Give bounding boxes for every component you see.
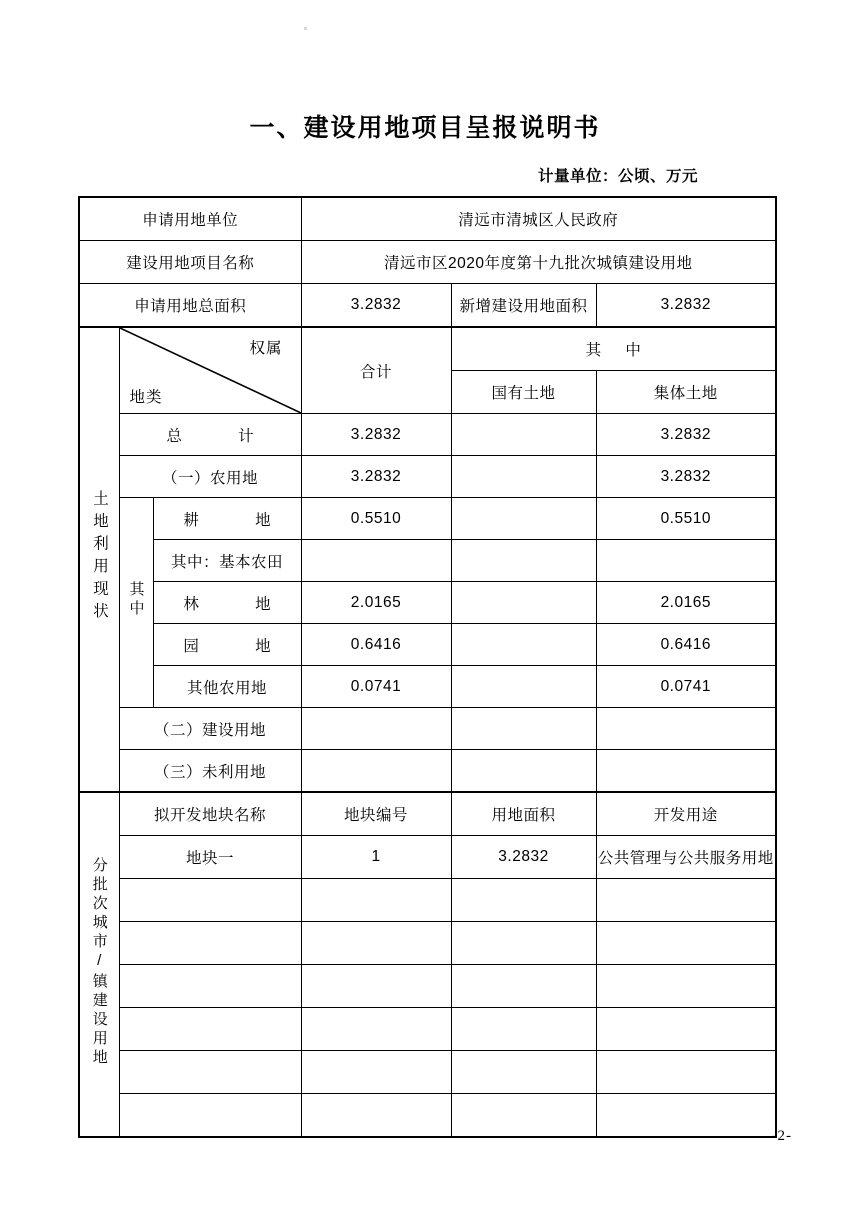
total-area-value: 3.2832 xyxy=(301,284,451,328)
batch-row-area: 3.2832 xyxy=(451,836,596,879)
column-header-group-text: 其 中 xyxy=(585,342,651,359)
land-use-row-label-text: 其中：基本农田 xyxy=(171,553,284,571)
land-use-row-total: 0.0741 xyxy=(301,666,451,708)
land-use-row-collective: 0.6416 xyxy=(596,624,776,666)
batch-row-name xyxy=(119,1051,301,1094)
total-area-label: 申请用地总面积 xyxy=(79,284,301,328)
table-row xyxy=(79,922,776,965)
header-value-0: 清远市清城区人民政府 xyxy=(301,197,776,241)
land-use-row-state xyxy=(451,582,596,624)
land-use-row-label-text: 其他农用地 xyxy=(187,679,268,697)
batch-row-area xyxy=(451,879,596,922)
column-header-total: 合计 xyxy=(301,327,451,414)
header-label-1: 建设用地项目名称 xyxy=(79,241,301,284)
land-use-row-total xyxy=(301,540,451,582)
batch-section-label-text: 分批次城市/镇建设用地 xyxy=(90,856,108,1068)
land-use-row-collective xyxy=(596,540,776,582)
batch-row-code xyxy=(301,965,451,1008)
matrix-corner-header xyxy=(119,327,301,414)
land-use-row-label xyxy=(153,582,301,624)
land-use-row-collective xyxy=(596,750,776,793)
batch-row-name xyxy=(119,965,301,1008)
table-row xyxy=(79,498,776,540)
table-row xyxy=(79,582,776,624)
land-use-row-label xyxy=(119,708,301,750)
land-use-row-label-text: 园 地 xyxy=(183,637,297,655)
land-use-row-collective: 3.2832 xyxy=(596,414,776,456)
land-use-row-state xyxy=(451,624,596,666)
land-use-row-label-text: 总 计 xyxy=(166,427,280,445)
batch-row-purpose xyxy=(596,1051,776,1094)
table-row-matrix-header xyxy=(79,327,776,371)
table-row xyxy=(79,456,776,498)
header-value-1: 清远市区2020年度第十九批次城镇建设用地 xyxy=(301,241,776,284)
corner-label-landtype: 地类 xyxy=(129,389,163,406)
land-use-row-label xyxy=(153,498,301,540)
land-use-row-collective: 3.2832 xyxy=(596,456,776,498)
batch-column-header-0: 拟开发地块名称 xyxy=(119,792,301,836)
batch-row-purpose xyxy=(596,1008,776,1051)
land-use-row-state xyxy=(451,414,596,456)
land-use-section-label xyxy=(79,327,119,792)
table-row xyxy=(79,1094,776,1138)
land-use-row-label-text: （一）农用地 xyxy=(162,469,259,487)
batch-row-purpose xyxy=(596,879,776,922)
land-use-row-label xyxy=(119,456,301,498)
column-header-state-land: 国有土地 xyxy=(451,371,596,414)
land-use-row-state xyxy=(451,498,596,540)
batch-row-code xyxy=(301,1008,451,1051)
batch-row-area xyxy=(451,1094,596,1138)
batch-row-code xyxy=(301,1094,451,1138)
table-row xyxy=(79,879,776,922)
batch-row-name xyxy=(119,1094,301,1138)
table-row xyxy=(79,1008,776,1051)
land-use-row-label-text: （二）建设用地 xyxy=(154,721,267,739)
land-application-table xyxy=(78,196,777,1138)
table-row xyxy=(79,708,776,750)
land-use-row-state xyxy=(451,456,596,498)
land-use-row-label-text: 耕 地 xyxy=(183,511,297,529)
batch-row-area xyxy=(451,965,596,1008)
batch-row-area xyxy=(451,1008,596,1051)
batch-row-purpose xyxy=(596,922,776,965)
land-use-row-total xyxy=(301,708,451,750)
table-row xyxy=(79,750,776,793)
land-use-row-collective: 0.5510 xyxy=(596,498,776,540)
table-row xyxy=(79,624,776,666)
land-use-row-collective xyxy=(596,708,776,750)
batch-row-purpose xyxy=(596,965,776,1008)
batch-column-header-1: 地块编号 xyxy=(301,792,451,836)
land-use-row-state xyxy=(451,750,596,793)
new-area-value: 3.2832 xyxy=(596,284,776,328)
table-row xyxy=(79,241,776,284)
batch-row-purpose xyxy=(596,1094,776,1138)
land-use-row-total: 2.0165 xyxy=(301,582,451,624)
measurement-unit-note: 计量单位：公顷、万元 xyxy=(537,168,698,185)
header-label-0: 申请用地单位 xyxy=(79,197,301,241)
batch-row-code: 1 xyxy=(301,836,451,879)
table-row-area xyxy=(79,284,776,328)
batch-row-name: 地块一 xyxy=(119,836,301,879)
batch-row-code xyxy=(301,879,451,922)
land-use-row-label xyxy=(153,624,301,666)
land-use-row-label xyxy=(119,414,301,456)
scan-speck xyxy=(304,27,307,30)
land-use-row-state xyxy=(451,708,596,750)
land-use-row-label-text: （三）未利用地 xyxy=(154,763,267,781)
page-title: 一、建设用地项目呈报说明书 xyxy=(249,114,601,142)
land-use-row-label xyxy=(153,540,301,582)
land-use-row-state xyxy=(451,540,596,582)
table-row-batch-header xyxy=(79,792,776,836)
land-use-row-label-text: 林 地 xyxy=(183,595,297,613)
page-number: -2- xyxy=(771,1128,792,1144)
land-use-row-collective: 0.0741 xyxy=(596,666,776,708)
batch-row-purpose: 公共管理与公共服务用地 xyxy=(596,836,776,879)
column-header-collective-land: 集体土地 xyxy=(596,371,776,414)
land-use-row-total: 3.2832 xyxy=(301,456,451,498)
batch-row-area xyxy=(451,1051,596,1094)
table-row xyxy=(79,414,776,456)
batch-row-code xyxy=(301,1051,451,1094)
batch-row-name xyxy=(119,879,301,922)
new-area-label: 新增建设用地面积 xyxy=(451,284,596,328)
column-header-group xyxy=(451,327,776,371)
land-use-row-state xyxy=(451,666,596,708)
table-row xyxy=(79,836,776,879)
land-use-row-total: 0.6416 xyxy=(301,624,451,666)
land-use-row-label xyxy=(119,750,301,793)
batch-row-name xyxy=(119,1008,301,1051)
batch-row-name xyxy=(119,922,301,965)
land-use-subgroup-label-text: 其中 xyxy=(127,581,145,619)
table-row xyxy=(79,666,776,708)
batch-section-label xyxy=(79,792,119,1137)
batch-column-header-2: 用地面积 xyxy=(451,792,596,836)
table-row xyxy=(79,1051,776,1094)
land-use-row-total: 0.5510 xyxy=(301,498,451,540)
land-use-row-collective: 2.0165 xyxy=(596,582,776,624)
batch-column-header-3: 开发用途 xyxy=(596,792,776,836)
batch-row-code xyxy=(301,922,451,965)
table-row xyxy=(79,540,776,582)
table-row xyxy=(79,965,776,1008)
land-use-row-total xyxy=(301,750,451,793)
table-row xyxy=(79,197,776,241)
land-use-subgroup-label xyxy=(119,498,153,708)
land-use-section-label-text: 土地利用现状 xyxy=(91,489,108,625)
land-use-row-total: 3.2832 xyxy=(301,414,451,456)
corner-label-ownership: 权属 xyxy=(249,340,283,357)
batch-row-area xyxy=(451,922,596,965)
land-use-row-label xyxy=(153,666,301,708)
